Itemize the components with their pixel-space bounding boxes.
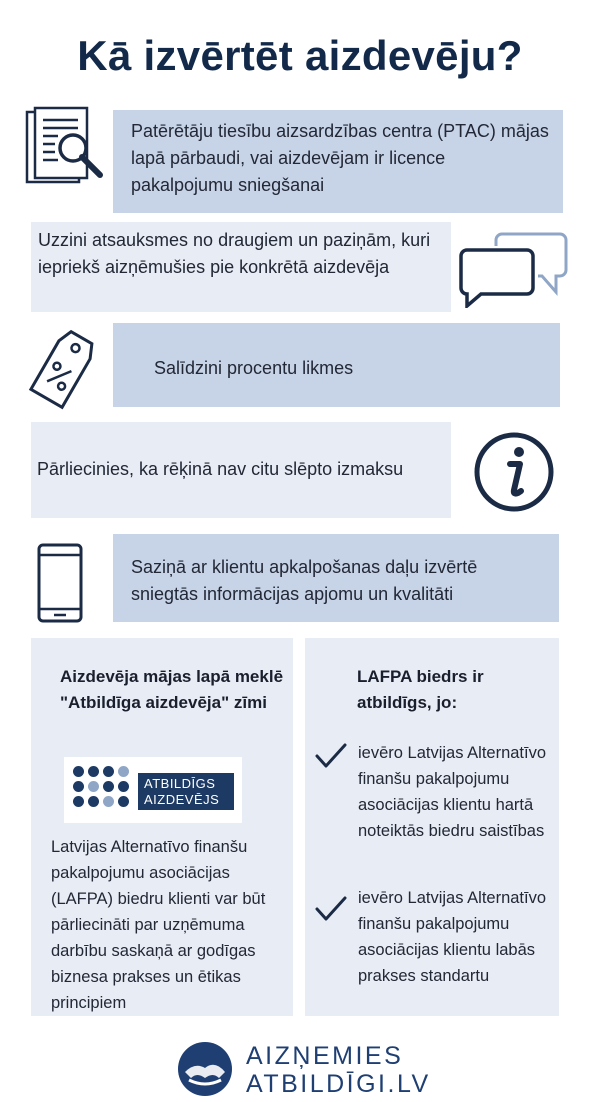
footer-line-1: AIZŅEMIES <box>246 1042 404 1070</box>
step-4-box <box>31 422 451 518</box>
document-magnifier-icon <box>22 106 110 188</box>
chat-bubbles-icon <box>458 228 570 308</box>
right-item-1: ievēro Latvijas Alternatīvo finanšu pakalpojumu asociācijas klientu hartā noteiktās biedru saistības <box>358 744 547 840</box>
responsible-lender-badge <box>64 757 242 823</box>
left-panel-body: Latvijas Alternatīvo finanšu pakalpojumu asociācijas (LAFPA) biedru klienti var būt pārliecināti par uzņēmuma darbību saskaņā ar godīgas biznesa prakses un ētikas principiem <box>51 838 266 1012</box>
badge-line-2: AIZDEVĒJS <box>144 792 220 807</box>
footer-line-2: ATBILDĪGI.LV <box>246 1070 431 1098</box>
badge-line-1: ATBILDĪGS <box>144 776 216 791</box>
right-panel-heading: LAFPA biedrs ir atbildīgs, jo: <box>357 667 484 712</box>
step-5-text: Saziņā ar klientu apkalpošanas daļu izvērtē sniegtās informācijas apjomu un kvalitāti <box>131 557 478 604</box>
left-panel-heading: Aizdevēja mājas lapā meklē "Atbildīga aizdevēja" zīmi <box>60 667 284 712</box>
footer-wordmark <box>246 1042 431 1098</box>
handshake-logo-icon <box>176 1040 234 1098</box>
smartphone-icon <box>37 543 83 623</box>
check-icon <box>314 895 348 923</box>
badge-label <box>138 773 234 810</box>
info-icon <box>472 430 556 514</box>
step-3-box <box>113 323 560 407</box>
step-1-box <box>113 110 563 213</box>
step-1-text: Patērētāju tiesību aizsardzības centra (PTAC) mājas lapā pārbaudi, vai aizdevējam ir licence pakalpojumu sniegšanai <box>131 121 549 195</box>
step-5-box <box>113 534 559 622</box>
step-4-text: Pārliecinies, ka rēķinā nav citu slēpto izmaksu <box>37 459 404 479</box>
check-icon <box>314 742 348 770</box>
step-2-text: Uzzini atsauksmes no draugiem un paziņām, kuri iepriekš aizņēmušies pie konkrētā aizdevēja <box>38 230 431 277</box>
percent-tag-icon <box>26 325 102 411</box>
step-3-text: Salīdzini procentu likmes <box>154 358 354 378</box>
page-title: Kā izvērtēt aizdevēju? <box>77 32 523 79</box>
right-item-2: ievēro Latvijas Alternatīvo finanšu pakalpojumu asociācijas klientu labās prakses standartu <box>358 889 547 985</box>
step-2-box <box>31 222 451 312</box>
